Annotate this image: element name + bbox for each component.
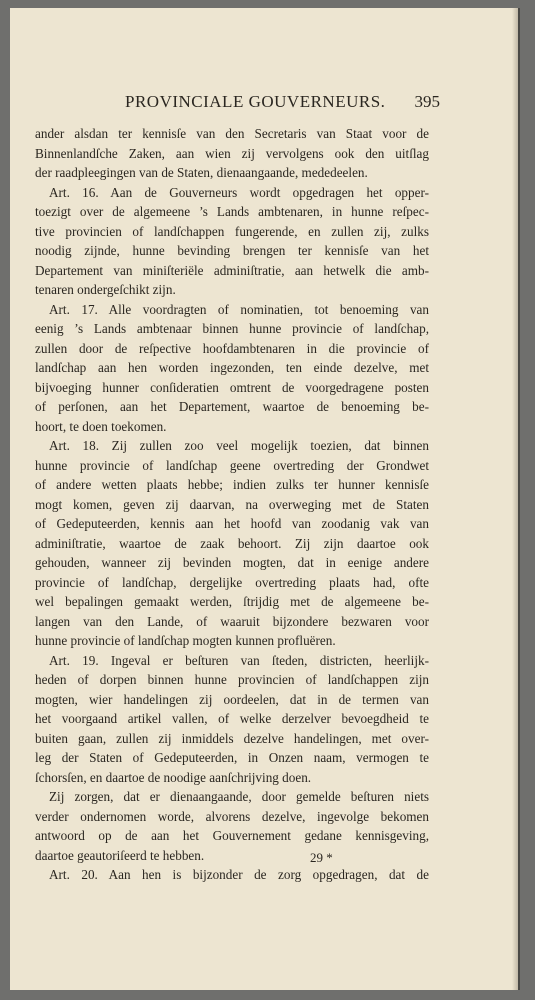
text-line: buiten gaan, zullen zij inmiddels dezelve handelingen, met over- [35, 730, 429, 746]
text-line: of Gedeputeerden, kennis aan het hoofd van zoodanig vak van [35, 516, 429, 531]
running-title: PROVINCIALE GOUVERNEURS. [125, 92, 386, 111]
article-20-start: Art. 20. Aan hen is bijzonder de zorg opgedragen, dat de [49, 867, 429, 882]
article-17-start: Art. 17. Alle voordragten of nominatien, tot benoeming van [49, 301, 429, 317]
text-line: adminiſtratie, waartoe de zaak behoort. Zij zijn daartoe ook [35, 535, 429, 551]
page-number: 395 [414, 92, 440, 111]
text-line: mogt komen, geven zij daarvan, na overweging met de Staten [35, 496, 429, 512]
text-line: ſchorsſen, en daartoe de noodige aanſchrijving doen. [35, 769, 312, 785]
text-line: mogten, wier handelingen zij oordeelen, dat in de termen van [35, 691, 429, 707]
article-18-start: Art. 18. Zij zullen zoo veel mogelijk toezien, dat binnen [49, 438, 429, 453]
text-line: hunne provincie of landſchap mogten kunnen profluëren. [35, 633, 336, 648]
paragraph-start: Zij zorgen, dat er dienaangaande, door gemelde beſturen niets [49, 789, 429, 804]
book-page [10, 8, 518, 990]
page-header [110, 92, 440, 116]
text-line: tive provincien of landſchappen fungerende, en zullen zij, zulks [35, 223, 429, 239]
text-line: eenig ’s Lands ambtenaar binnen hunne provincie of landſchap, [35, 321, 429, 336]
text-line: langen van den Lande, of waaruit bijzondere bezwaren voor [35, 613, 429, 629]
text-line: provincie of landſchap, dergelijke overtreding plaats had, ofte [35, 574, 429, 590]
text-line: zullen door de reſpective hoofdambtenaren in die provincie of [35, 340, 429, 356]
text-line: het voorgaand artikel vallen, of welke derzelver bevoegdheid te [35, 711, 429, 726]
signature-mark: 29 * [310, 850, 333, 865]
text-line: hunne provincie of landſchap geene overtreding der Grondwet [35, 457, 429, 473]
text-line: Departement van miniſteriële adminiſtratie, aan hetwelk die amb- [35, 262, 429, 278]
text-line: der raadpleegingen van de Staten, dienaangaande, mededeelen. [35, 165, 368, 180]
text-line: tenaren ondergeſchikt zijn. [35, 282, 176, 297]
text-line: Binnenlandſche Zaken, aan wien zij vervolgens ook den uitſlag [35, 145, 429, 161]
text-line: noodig zijnde, hunne bevinding brengen ter kennisſe van het [35, 243, 429, 258]
text-line: bijvoeging hunner conſideratien omtrent de voorgedragene posten [35, 379, 429, 395]
text-line: of andere wetten plaats hebbe; indien zulks ter hunner kennisſe [35, 477, 429, 492]
text-line: ander alsdan ter kennisſe van den Secretaris van Staat voor de [35, 126, 429, 141]
text-line: of perſonen, aan het Departement, waartoe de benoeming be- [35, 399, 429, 414]
text-line: gehouden, wanneer zij bevinden mogten, dat in eenige andere [35, 555, 429, 570]
text-line: hoort, te doen toekomen. [35, 418, 167, 434]
article-16-start: Art. 16. Aan de Gouverneurs wordt opgedragen het opper- [49, 184, 429, 200]
text-line: landſchap aan hen worden ingezonden, ten einde dezelve, met [35, 360, 429, 375]
body-text [35, 124, 429, 885]
text-line: heden of dorpen binnen hunne provincien of landſchappen zijn [35, 672, 429, 687]
text-line: toezigt over de algemeene ’s Lands ambtenaren, in hunne reſpec- [35, 204, 429, 219]
article-19-start: Art. 19. Ingeval er beſturen van ſteden, districten, heerlijk- [49, 652, 429, 668]
text-line: daartoe geautoriſeerd te hebben. [35, 847, 205, 863]
text-line: wel bepalingen gemaakt werden, ſtrijdig met de algemeene be- [35, 594, 429, 609]
text-line: verder ondernomen worde, alvorens dezelve, ingevolge bekomen [35, 808, 429, 824]
text-line: antwoord op de aan het Gouvernement gedane kennisgeving, [35, 828, 429, 843]
text-line: leg der Staten of Gedeputeerden, in Onzen naam, vermogen te [35, 750, 429, 765]
